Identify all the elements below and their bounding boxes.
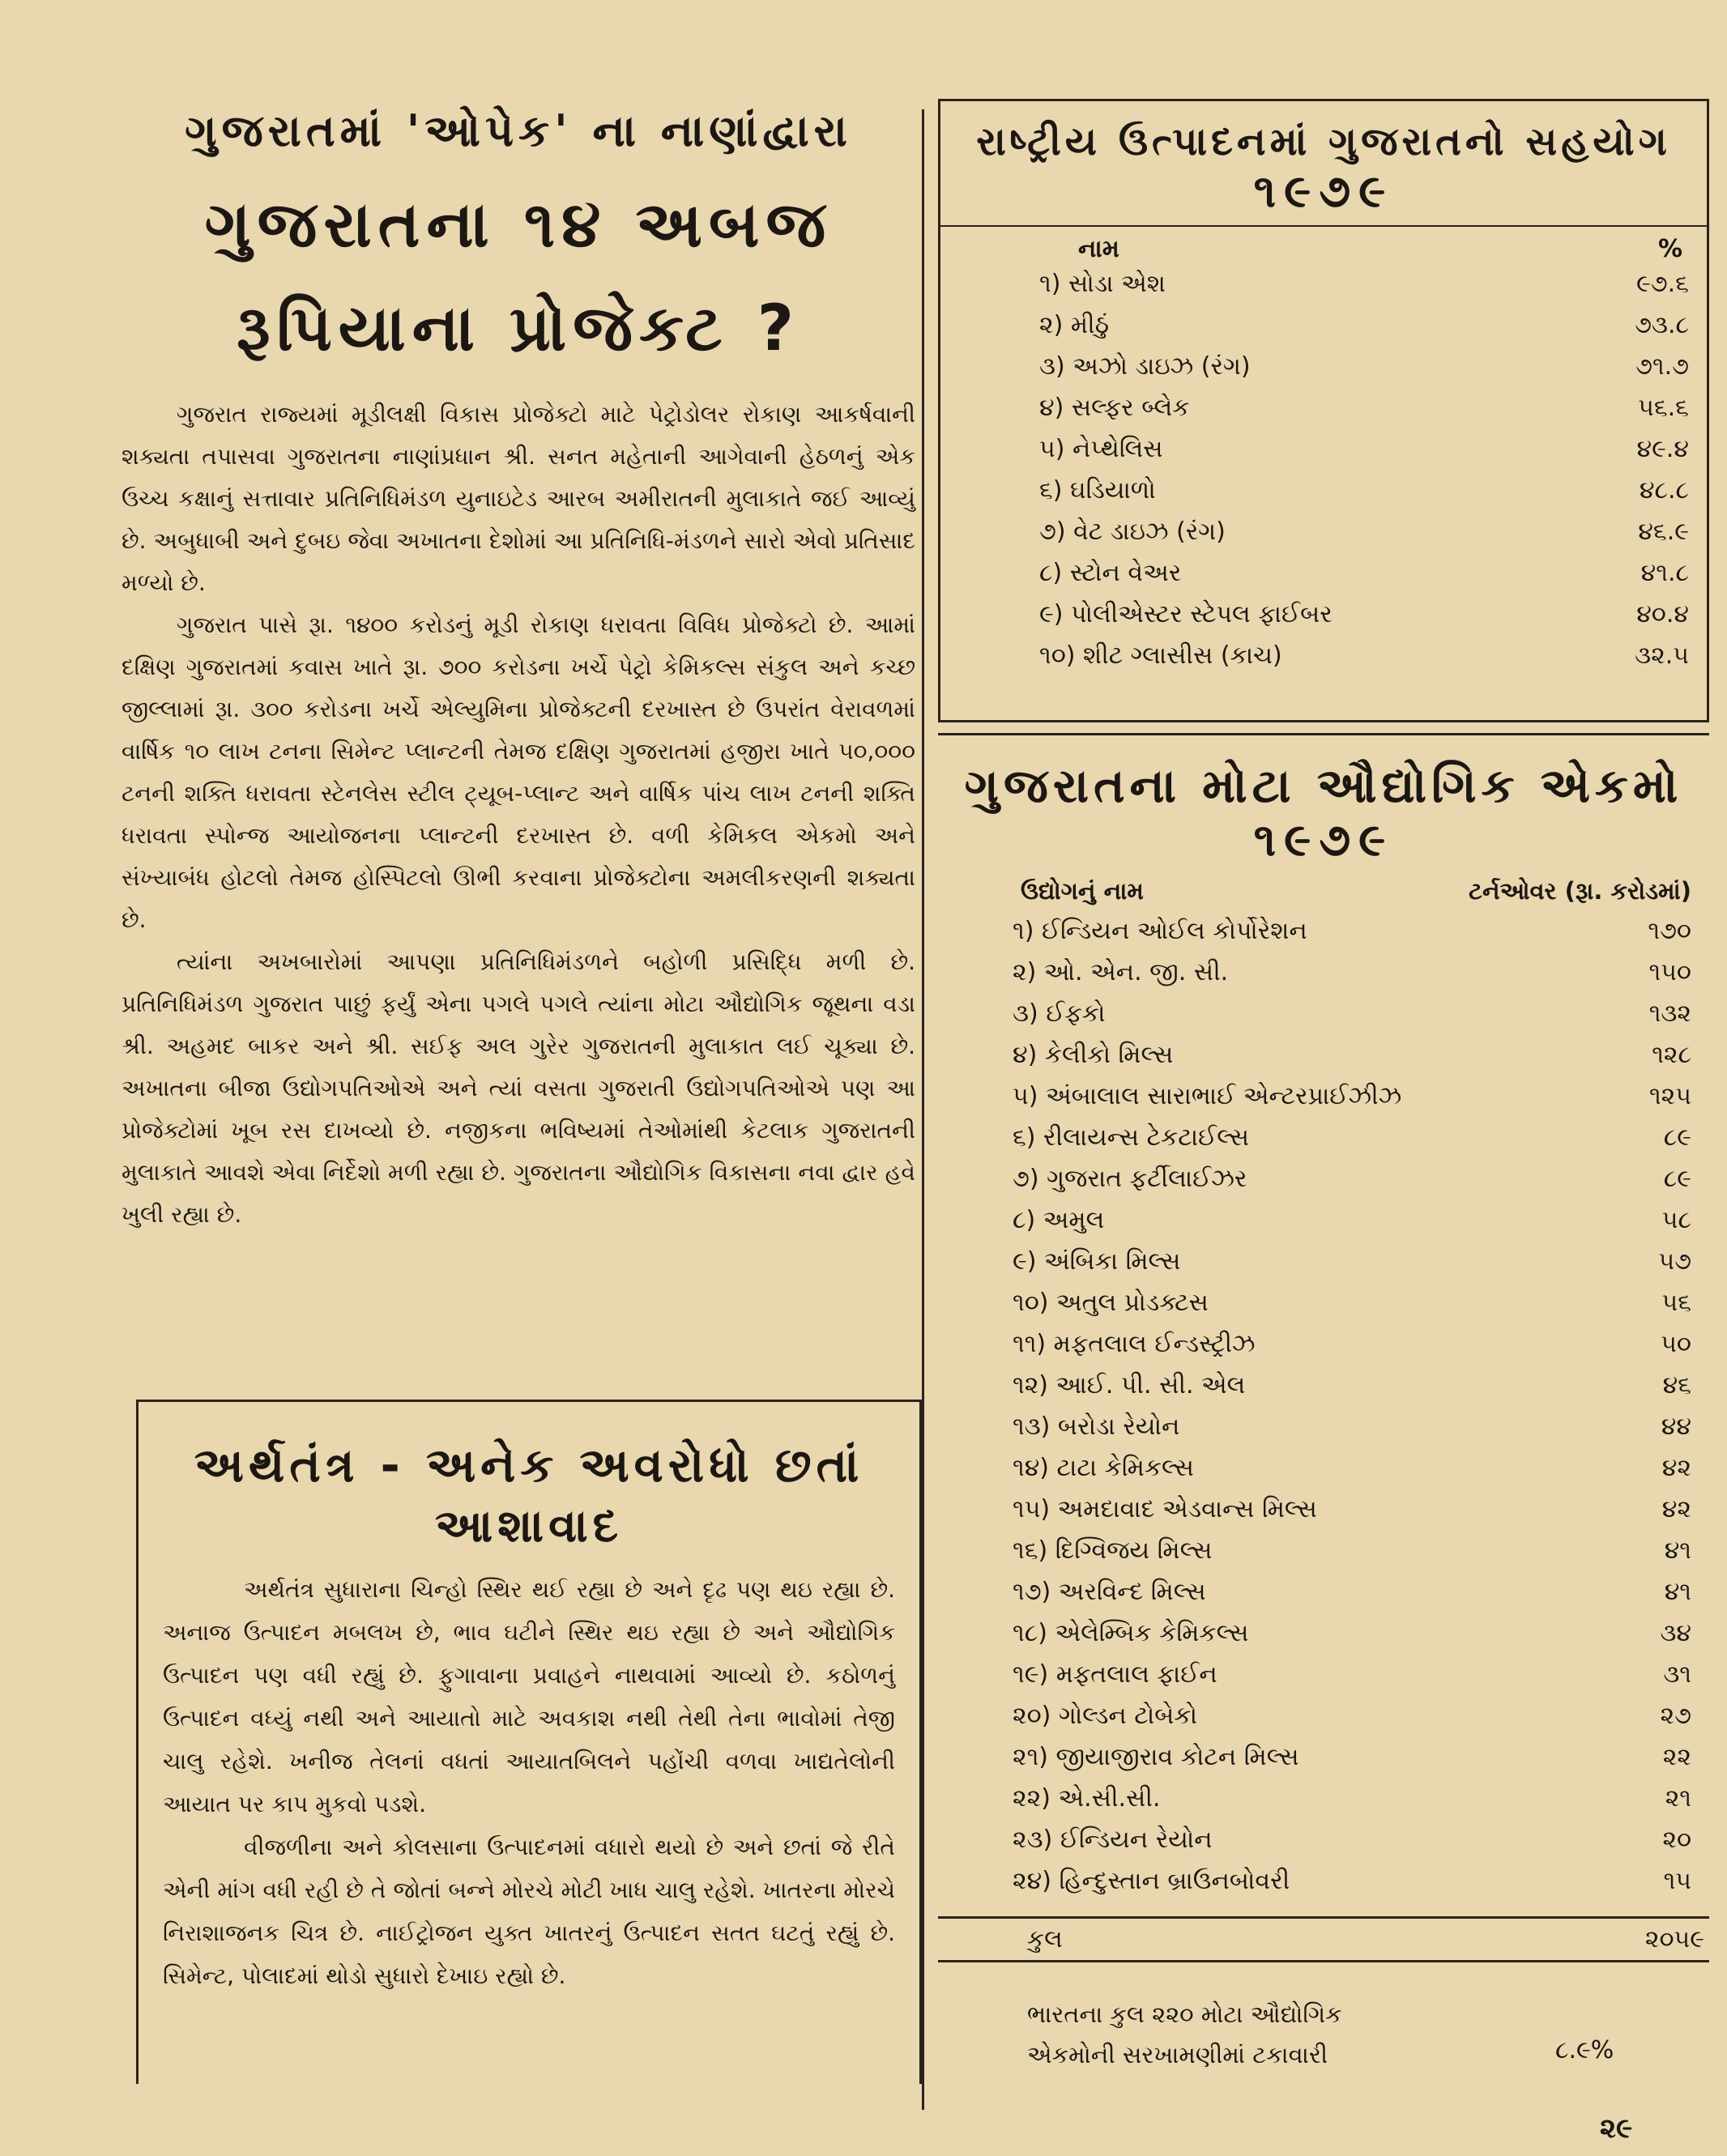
table-row [958,552,1689,594]
row-value: ૪૯.૪ [1636,435,1689,463]
col-name: નામ [1078,235,1119,263]
row-value: ૪૧ [1664,1578,1691,1606]
row-name: ૨૪) હિન્દુસ્તાન બ્રાઉનબોવરી [1013,1867,1290,1895]
contribution-header [940,225,1707,263]
table-row [956,1571,1691,1613]
row-name: ૬) રીલાયન્સ ટેકટાઈલ્સ [1013,1123,1250,1152]
table-row [956,1406,1691,1447]
table-row [958,428,1689,470]
table-row [956,1076,1691,1117]
row-value: ૪૦.૪ [1636,600,1689,628]
industries-title: ગુજરાતના મોટા ઔદ્યોગિક એકમો [964,758,1683,813]
table-row [958,470,1689,511]
row-name: ૭) ગુજરાત ફર્ટીલાઈઝર [1013,1165,1247,1193]
row-name: ૧૭) અરવિન્દ મિલ્સ [1013,1578,1206,1606]
row-value: ૨૦ [1662,1826,1691,1854]
row-name: ૪) સલ્ફર બ્લેક [1039,394,1190,422]
industries-rows [956,910,1691,1902]
row-value: ૪૨ [1661,1495,1691,1523]
row-value: ૪૪ [1661,1412,1691,1441]
table-row [958,305,1689,346]
row-value: ૪૧ [1664,1536,1691,1565]
row-value: ૧૫૦ [1648,958,1691,986]
table-row [956,1199,1691,1241]
row-name: ૨૨) એ.સી.સી. [1013,1784,1161,1813]
industries-year: ૧૯૭૯ [1253,814,1394,867]
economy-paragraph: વીજળીના અને કોલસાના ઉત્પાદનમાં વધારો થયો છે અને છતાં જે રીતે એની માંગ વધી રહી છે તે જોતાં બન્ને મોરચે મોટી ખાધ ચાલુ રહેશે. ખાતરના મોરચે નિરાશાજનક ચિત્ર છે. નાઈટ્રોજન યુક્ત ખાતરનું ઉત્પાદન સતત ઘટતું રહ્યું છે. સિમેન્ટ, પોલાદમાં થોડો સુધારો દેખાઇ રહ્યો છે. [163,1834,895,1989]
row-value: ૨૨ [1662,1743,1691,1771]
table-row [958,511,1689,552]
footnote-line-2: એકમોની સરખામણીમાં ટકાવારી [1027,2041,1328,2069]
row-value: ૨૧ [1665,1784,1691,1813]
row-value: ૧૭૦ [1648,917,1691,945]
row-value: ૮૯ [1663,1165,1691,1193]
table-row [956,952,1691,993]
row-name: ૯) અંબિકા મિલ્સ [1013,1247,1181,1276]
contribution-year: ૧૯૭૯ [1253,165,1394,218]
table-row [956,1736,1691,1778]
footnote-percent: ૮.૯% [1555,2036,1614,2064]
row-value: ૮૯ [1663,1123,1691,1152]
footnote [1027,1994,1643,2075]
row-name: ૫) અંબાલાલ સારાભાઈ એન્ટરપ્રાઈઝીઝ [1013,1082,1402,1110]
article-paragraph: ગુજરાત પાસે રૂા. ૧૪૦૦ કરોડનું મૂડી રોકાણ ધરાવતા વિવિધ પ્રોજેક્ટો છે. આમાં દક્ષિણ ગુજરાતમાં કવાસ ખાતે રૂા. ૭૦૦ કરોડના ખર્ચે પેટ્રો કેમિકલ્સ સંકુલ અને કચ્છ જીલ્લામાં રૂા. ૩૦૦ કરોડના ખર્ચે એલ્યુમિના પ્રોજેક્ટની દરખાસ્ત છે ઉપરાંત વેરાવળમાં વાર્ષિક ૧૦ લાખ ટનના સિમેન્ટ પ્લાન્ટની તેમજ દક્ષિણ ગુજરાતમાં હજીરા ખાતે ૫૦,૦૦૦ ટનની શક્તિ ધરાવતા સ્ટેનલેસ સ્ટીલ ટ્યૂબ-પ્લાન્ટ અને વાર્ષિક પાંચ લાખ ટનની શક્તિ ધરાવતા સ્પોન્જ આયોજનના પ્લાન્ટની દરખાસ્ત છે. વળી કેમિકલ એકમો અને સંખ્યાબંધ હોટલો તેમજ હોસ્પિટલો ઊભી કરવાના પ્રોજેક્ટોના અમલીકરણની શક્યતા છે. [122,611,915,933]
economy-title-line-2: આશાવાદ [434,1500,624,1553]
row-name: ૨૧) જીયાજીરાવ કોટન મિલ્સ [1013,1743,1299,1771]
row-value: ૪૬.૯ [1638,518,1689,546]
table-row [956,910,1691,952]
row-name: ૧૫) અમદાવાદ એડવાન્સ મિલ્સ [1013,1495,1317,1523]
economy-paragraph: અર્થતંત્ર સુધારાના ચિન્હો સ્થિર થઈ રહ્યા છે અને દૃઢ પણ થઇ રહ્યા છે. અનાજ ઉત્પાદન મબલખ છે, ભાવ ઘટીને સ્થિર થઇ રહ્યા છે અને ઔદ્યોગિક ઉત્પાદન પણ વધી રહ્યું છે. ફુગાવાના પ્રવાહને નાથવામાં આવ્યો છે. કઠોળનું ઉત્પાદન વધ્યું નથી અને આયાતો માટે અવકાશ નથી તેથી તેના ભાવોમાં તેજી ચાલુ રહેશે. ખનીજ તેલનાં વધતાં આયાતબિલને પહોંચી વળવા ખાદ્યતેલોની આયાત પર કાપ મુકવો પડશે. [163,1576,895,1817]
row-value: ૪૬ [1662,1371,1691,1400]
page-number: ૨૯ [1600,2112,1633,2145]
table-row [956,1695,1691,1736]
industries-header [956,874,1691,910]
table-row [956,1158,1691,1199]
table-row [956,1819,1691,1860]
row-value: ૪૧.૮ [1640,559,1689,587]
row-name: ૧૬) દિગ્વિજય મિલ્સ [1013,1536,1213,1565]
row-value: ૭૩.૮ [1635,311,1689,339]
row-value: ૫૮ [1661,1206,1691,1234]
row-name: ૩) અઝો ડાઇઝ (રંગ) [1039,352,1251,381]
row-value: ૪૮.૮ [1639,476,1689,505]
col-industry-name: ઉદ્યોગનું નામ [1021,877,1144,905]
row-name: ૨) ઓ. એન. જી. સી. [1013,958,1229,986]
row-name: ૨૩) ઈન્ડિયન રેયોન [1013,1826,1213,1854]
row-name: ૧૨) આઈ. પી. સી. એલ [1013,1371,1246,1400]
column-divider [922,109,924,2110]
table-row [958,594,1689,635]
row-value: ૫૬ [1661,1289,1691,1317]
industries-table [938,733,1709,1954]
table-row [956,1323,1691,1365]
article-paragraph: ત્યાંના અખબારોમાં આપણા પ્રતિનિધિમંડળને બહોળી પ્રસિદ્ધિ મળી છે. પ્રતિનિધિમંડળ ગુજરાત પાછું ફર્યું એના પગલે પગલે ત્યાંના મોટા ઔદ્યોગિક જૂથના વડા શ્રી. અહમદ બાકર અને શ્રી. સઈફ અલ ગુરેર ગુજરાતની મુલાકાત લઈ ચૂક્યા છે. અખાતના બીજા ઉદ્યોગપતિઓએ અને ત્યાં વસતા ગુજરાતી ઉદ્યોગપતિઓએ પણ આ પ્રોજેક્ટોમાં ખૂબ રસ દાખવ્યો છે. નજીકના ભવિષ્યમાં તેઓમાંથી કેટલાક ગુજરાતની મુલાકાતે આવશે એવા નિર્દેશો મળી રહ્યા છે. ગુજરાતના ઔદ્યોગિક વિકાસના નવા દ્વાર હવે ખુલી રહ્યા છે. [122,948,915,1228]
total-value: ૨૦૫૯ [1644,1925,1704,1954]
table-row [956,1489,1691,1530]
economy-box [136,1400,922,2084]
table-row [956,1530,1691,1571]
col-percent: % [1657,235,1682,263]
table-row [956,1654,1691,1695]
row-value: ૭૧.૭ [1635,352,1689,381]
table-row [958,263,1689,305]
row-name: ૯) પોલીએસ્ટર સ્ટેપલ ફાઈબર [1039,600,1333,628]
row-name: ૧૦) અતુલ પ્રોડક્ટસ [1013,1289,1209,1317]
row-name: ૧) સોડા એશ [1039,270,1166,298]
row-name: ૨૦) ગોલ્ડન ટોબેકો [1013,1702,1197,1730]
row-name: ૨) મીઠું [1039,311,1110,339]
table-row [956,1365,1691,1406]
row-name: ૮) અમુલ [1013,1206,1105,1234]
row-name: ૧૦) શીટ ગ્લાસીસ (કાચ) [1039,641,1282,670]
row-name: ૩) ઈફકો [1013,999,1106,1028]
row-name: ૧) ઈન્ડિયન ઓઈલ કોર્પોરેશન [1013,917,1307,945]
table-row [958,635,1689,676]
table-row [956,1241,1691,1282]
row-name: ૧૪) ટાટા કેમિકલ્સ [1013,1454,1194,1482]
national-contribution-table [938,99,1709,722]
row-value: ૫૦ [1661,1330,1691,1358]
row-value: ૫૬.૬ [1638,394,1689,422]
row-value: ૧૫ [1663,1867,1691,1895]
article-headline-line-2: રૂપિયાના પ્રોજેક્ટ ? [237,292,800,365]
table-row [956,1447,1691,1489]
table-row [958,346,1689,387]
row-value: ૩૪ [1660,1619,1691,1647]
row-name: ૫) નેપ્થેલિસ [1039,435,1163,463]
article-body [122,394,915,1236]
row-name: ૪) કેલીકો મિલ્સ [1013,1041,1174,1069]
row-name: ૬) ઘડિયાળો [1039,476,1156,505]
row-value: ૫૭ [1658,1247,1691,1276]
row-value: ૩૧ [1663,1660,1691,1689]
row-name: ૧૮) એલેમ્બિક કેમિકલ્સ [1013,1619,1249,1647]
contribution-title: રાષ્ટ્રીય ઉત્પાદનમાં ગુજરાતનો સહયોગ [976,119,1671,164]
article-headline-line-1: ગુજરાતના ૧૪ અબજ [204,189,833,262]
table-row [956,1860,1691,1902]
article-kicker: ગુજરાતમાં 'ઓપેક' ના નાણાંદ્વારા [185,105,852,156]
row-value: ૯૭.૬ [1636,270,1689,298]
total-row [938,1916,1709,1962]
row-value: ૧૨૫ [1648,1082,1691,1110]
row-name: ૧૧) મફતલાલ ઈન્ડસ્ટ્રીઝ [1013,1330,1256,1358]
footnote-line-1: ભારતના કુલ ૨૨૦ મોટા ઔદ્યોગિક [1027,2000,1342,2028]
row-value: ૧૨૮ [1652,1041,1691,1069]
opec-article [122,89,915,1236]
table-row [956,1282,1691,1323]
row-name: ૧૯) મફતલાલ ફાઈન [1013,1660,1217,1689]
table-row [956,1034,1691,1076]
row-name: ૧૩) બરોડા રેયોન [1013,1412,1180,1441]
table-row [956,1117,1691,1158]
row-name: ૭) વેટ ડાઇઝ (રંગ) [1039,518,1226,546]
row-value: ૧૩૨ [1648,999,1691,1028]
table-row [956,1778,1691,1819]
article-paragraph: ગુજરાત રાજ્યમાં મૂડીલક્ષી વિકાસ પ્રોજેક્ટો માટે પેટ્રોડોલર રોકાણ આકર્ષવાની શક્યતા તપાસવા ગુજરાતના નાણાંપ્રધાન શ્રી. સનત મહેતાની આગેવાની હેઠળનું એક ઉચ્ચ કક્ષાનું સત્તાવાર પ્રતિનિધિમંડળ યુનાઇટેડ આરબ અમીરાતની મુલાકાતે જઈ આવ્યું છે. અબુધાબી અને દુબઇ જેવા અખાતના દેશોમાં આ પ્રતિનિધિ-મંડળને સારો એવો પ્રતિસાદ મળ્યો છે. [122,401,915,596]
total-label: કુલ [1027,1925,1063,1954]
row-name: ૮) સ્ટોન વેઅર [1039,559,1182,587]
contribution-rows [958,263,1689,676]
table-row [956,993,1691,1034]
col-turnover: ટર્નઓવર (રૂા. કરોડમાં) [1469,877,1691,905]
row-value: ૨૭ [1660,1702,1691,1730]
table-row [958,387,1689,428]
row-value: ૪૨ [1661,1454,1691,1482]
table-row [956,1613,1691,1654]
economy-title-line-1: અર્થતંત્ર - અનેક અવરોધો છતાં [194,1438,864,1493]
row-value: ૩૨.૫ [1635,641,1689,670]
